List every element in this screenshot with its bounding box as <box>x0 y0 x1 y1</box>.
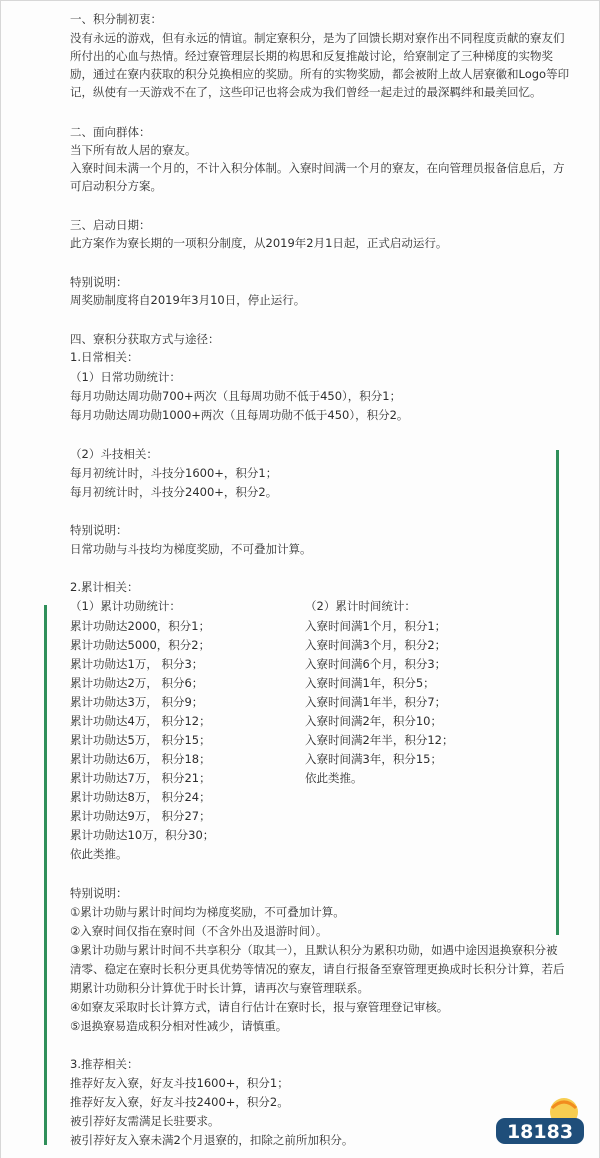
cumulative-time-item: 入寮时间满2年，积分10； <box>305 714 442 728</box>
special-note-item: ④如寮友采取时长计算方式，请自行估计在寮时长，报与寮管理登记审核。 <box>70 1000 449 1014</box>
cumulative-merit-item: 累计功勋达2万， 积分6； <box>70 676 204 690</box>
cumulative-merit-item: 累计功勋达2000，积分1； <box>70 619 211 633</box>
daily-merit-rule: 每月功勋达周功勋700+两次（且每周功勋不低于450），积分1； <box>70 389 402 403</box>
section-4-title: 四、寮积分获取方式与途径： <box>70 332 220 346</box>
daily-merit-title: （1）日常功勋统计： <box>70 370 181 384</box>
cumulative-merit-item: 累计功勋达6万， 积分18； <box>70 752 211 766</box>
section-1-text: 没有永远的游戏，但有永远的情谊。制定寮积分，是为了回馈长期对寮作出不同程度贡献的寮友们 <box>70 31 565 45</box>
cumulative-merit-item: 累计功勋达8万， 积分24； <box>70 790 211 804</box>
section-2-text: 可启动积分方案。 <box>70 179 162 193</box>
daily-merit-rule: 每月功勋达周功勋1000+两次（且每周功勋不低于450），积分2。 <box>70 408 409 422</box>
duel-rule: 每月初统计时，斗技分2400+，积分2。 <box>70 485 278 499</box>
cumulative-time-item: 入寮时间满1个月，积分1； <box>305 619 447 633</box>
cumulative-time-item: 入寮时间满6个月，积分3； <box>305 657 447 671</box>
cumulative-merit-item: 累计功勋达10万，积分30； <box>70 828 215 842</box>
page-border-left <box>0 0 1 1158</box>
referral-title: 3.推荐相关： <box>70 1057 139 1071</box>
cumulative-time-item: 依此类推。 <box>305 771 363 785</box>
cumulative-time-item: 入寮时间满2年半，积分12； <box>305 733 454 747</box>
referral-rule: 推荐好友入寮，好友斗技1600+，积分1； <box>70 1076 289 1090</box>
special-note-text: 周奖励制度将自2019年3月10日，停止运行。 <box>70 293 306 307</box>
special-note-item: ①累计功勋与累计时间均为梯度奖励，不可叠加计算。 <box>70 905 345 919</box>
special-note-item: ⑤退换寮易造成积分相对性减少，请慎重。 <box>70 1019 288 1033</box>
referral-rule: 推荐好友入寮，好友斗技2400+，积分2。 <box>70 1095 289 1109</box>
duel-rule: 每月初统计时，斗技分1600+，积分1； <box>70 466 278 480</box>
section-1-text: 记，纵使有一天游戏不在了，这些印记也将会成为我们曾经一起走过的最深羁绊和最美回忆。 <box>70 85 542 99</box>
cumulative-merit-item: 累计功勋达9万， 积分27； <box>70 809 211 823</box>
section-2-text: 当下所有故人居的寮友。 <box>70 143 197 157</box>
special-note-item: 清零、稳定在寮时长积分更具优势等情况的寮友，请自行报备至寮管理更换成时长积分计算，若后 <box>70 962 565 976</box>
cumulative-merit-item: 累计功勋达4万， 积分12； <box>70 714 211 728</box>
special-note-title: 特别说明： <box>70 886 128 900</box>
page-border-top <box>0 0 600 1</box>
accent-bar-right <box>556 450 559 935</box>
cumulative-time-item: 入寮时间满1年半，积分7； <box>305 695 447 709</box>
referral-rule: 被引荐好友需满足长驻要求。 <box>70 1114 220 1128</box>
cumulative-merit-item: 累计功勋达5万， 积分15； <box>70 733 211 747</box>
cumulative-merit-item: 累计功勋达1万， 积分3； <box>70 657 204 671</box>
daily-title: 1.日常相关： <box>70 350 139 364</box>
referral-rule: 被引荐好友入寮未满2个月退寮的，扣除之前所加积分。 <box>70 1133 354 1147</box>
cumulative-merit-item: 依此类推。 <box>70 847 128 861</box>
section-1-title: 一、积分制初衷： <box>70 12 162 26</box>
special-note-title: 特别说明： <box>70 275 128 289</box>
section-2-title: 二、面向群体： <box>70 125 151 139</box>
cumulative-merit-title: （1）累计功勋统计： <box>70 599 181 613</box>
cumulative-time-item: 入寮时间满3个月，积分2； <box>305 638 447 652</box>
cumulative-time-item: 入寮时间满3年，积分15； <box>305 752 442 766</box>
special-note-item: 期累计功勋积分计算优于时长计算，请再次与寮管理联系。 <box>70 981 369 995</box>
special-note-title: 特别说明： <box>70 523 128 537</box>
section-3-title: 三、启动日期： <box>70 218 151 232</box>
section-2-text: 入寮时间未满一个月的，不计入积分体制。入寮时间满一个月的寮友，在向管理员报备信息后，方 <box>70 161 565 175</box>
section-3-text: 此方案作为寮长期的一项积分制度，从2019年2月1日起，正式启动运行。 <box>70 236 448 250</box>
section-1-text: 励，通过在寮内获取的积分兑换相应的奖励。所有的实物奖励，都会被附上故人居寮徽和Logo等印 <box>70 67 570 81</box>
special-note-text: 日常功勋与斗技均为梯度奖励，不可叠加计算。 <box>70 542 312 556</box>
cumulative-time-title: （2）累计时间统计： <box>305 599 416 613</box>
accent-bar-left <box>44 605 47 1145</box>
site-logo-watermark <box>492 1094 588 1148</box>
cumulative-merit-item: 累计功勋达3万， 积分9； <box>70 695 204 709</box>
cumulative-time-item: 入寮时间满1年，积分5； <box>305 676 435 690</box>
cumulative-merit-item: 累计功勋达5000，积分2； <box>70 638 211 652</box>
svg-text:18183: 18183 <box>506 1121 574 1143</box>
cumulative-merit-item: 累计功勋达7万， 积分21； <box>70 771 211 785</box>
special-note-item: ②入寮时间仅指在寮时间（不含外出及退游时间）。 <box>70 924 328 938</box>
duel-title: （2）斗技相关： <box>70 447 158 461</box>
special-note-item: ③累计功勋与累计时间不共享积分（取其一），且默认积分为累积功勋，如遇中途因退换寮积分被 <box>70 943 558 957</box>
cumulative-title: 2.累计相关： <box>70 580 139 594</box>
section-1-text: 所付出的心血与热情。经过寮管理层长期的构思和反复推敲讨论，给寮制定了三种梯度的实物奖 <box>70 49 553 63</box>
